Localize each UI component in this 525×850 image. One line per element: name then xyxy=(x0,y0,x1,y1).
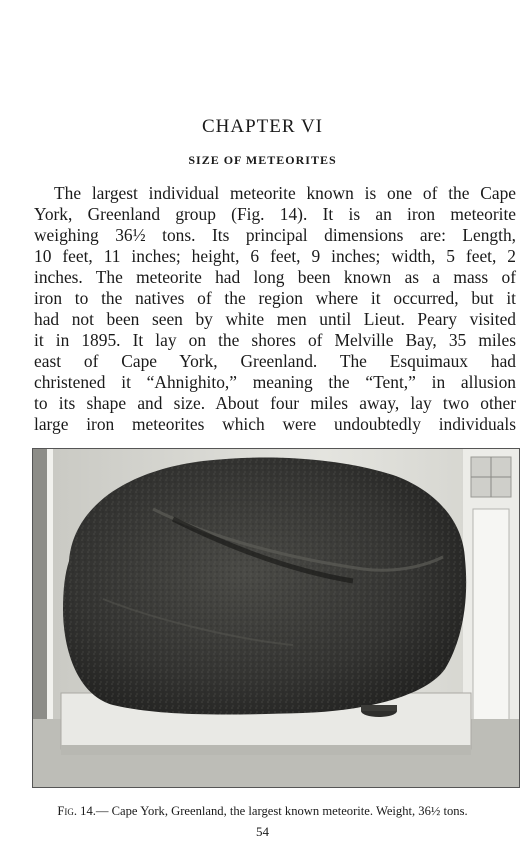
body-line: to its shape and size. About four miles away, lay two other xyxy=(34,393,516,413)
body-line: weighing 36½ tons. Its principal dimensions are: Length, xyxy=(34,225,516,245)
body-line: 10 feet, 11 inches; height, 6 feet, 9 inches; width, 5 feet, 2 xyxy=(34,246,516,266)
body-line: it in 1895. It lay on the shores of Melville Bay, 35 miles xyxy=(34,330,516,350)
body-line: iron to the natives of the region where it occurred, but it xyxy=(34,288,516,308)
body-paragraph xyxy=(34,183,516,435)
meteorite-photograph xyxy=(32,448,520,788)
body-line: had not been seen by white men until Lieut. Peary visited xyxy=(34,309,516,329)
body-line: inches. The meteorite had long been known as a mass of xyxy=(34,267,516,287)
body-line: large iron meteorites which were undoubtedly individuals xyxy=(34,414,516,434)
figure-caption-text: — Cape York, Greenland, the largest known meteorite. Weight, 36½ tons. xyxy=(95,804,468,818)
section-title: SIZE OF METEORITES xyxy=(188,153,337,167)
body-line: The largest individual meteorite known is one of the Cape xyxy=(54,183,516,203)
figure-label: Fig. 14. xyxy=(57,804,96,818)
body-line: east of Cape York, Greenland. The Esquimaux had xyxy=(34,351,516,371)
body-line: York, Greenland group (Fig. 14). It is an iron meteorite xyxy=(34,204,516,224)
figure-caption xyxy=(0,804,525,819)
page-number: 54 xyxy=(256,824,269,839)
body-line: christened it “Ahnighito,” meaning the “Tent,” in allusion xyxy=(34,372,516,392)
chapter-title: CHAPTER VI xyxy=(201,116,324,137)
